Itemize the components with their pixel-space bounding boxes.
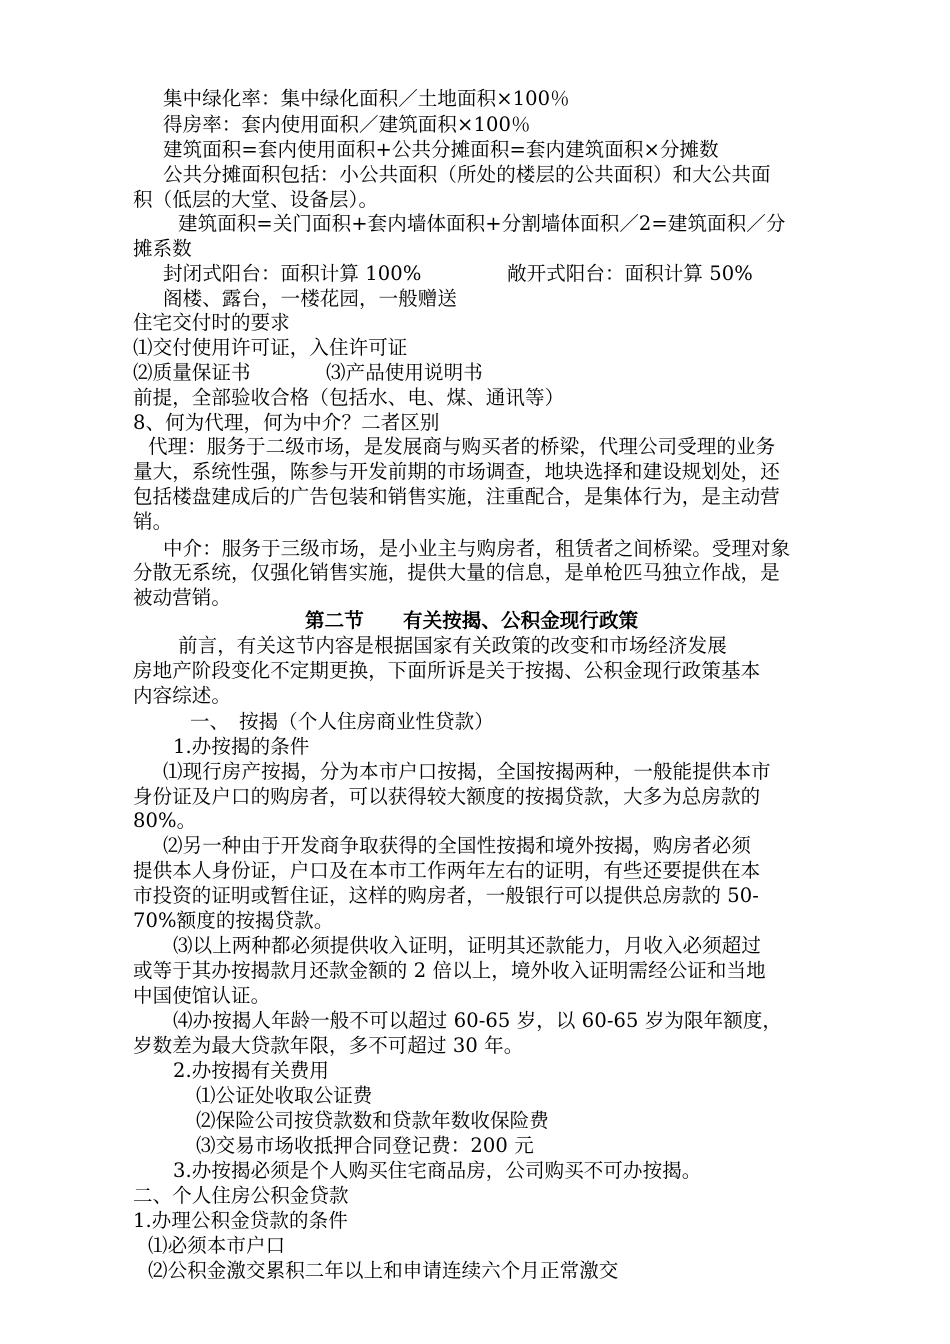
text-line: ⑶产品使用说明书 — [326, 361, 483, 384]
text-line: ⑷办按揭人年龄一般不可以超过 60-65 岁，以 60-65 岁为限年额度， — [173, 1009, 783, 1032]
text-line: 封闭式阳台：面积计算 100% — [163, 262, 422, 285]
text-line: ⑶交易市场收抵押合同登记费：200 元 — [196, 1134, 534, 1157]
text-line: ⑴必须本市户口 — [148, 1234, 286, 1257]
text-line: 或等于其办按揭款月还款金额的 2 倍以上，境外收入证明需经公证和当地 — [133, 959, 766, 982]
text-line: ⑵保险公司按贷款数和贷款年数收保险费 — [196, 1109, 549, 1132]
text-line: ⑴交付使用许可证，入住许可证 — [133, 336, 408, 359]
text-line: ⑶以上两种都必须提供收入证明，证明其还款能力，月收入必须超过 — [173, 934, 762, 957]
text-line: 市投资的证明或暂住证，这样的购房者，一般银行可以提供总房款的 50- — [133, 884, 760, 907]
text-line: 建筑面积=关门面积+套内墙体面积+分割墙体面积／2=建筑面积／分 — [178, 212, 786, 235]
text-line: 代理：服务于二级市场，是发展商与购买者的桥梁，代理公司受理的业务 — [148, 435, 776, 458]
text-line: 身份证及户口的购房者，可以获得较大额度的按揭贷款，大多为总房款的 — [133, 785, 761, 808]
text-line: 1.办理公积金贷款的条件 — [133, 1209, 348, 1232]
text-line: 8、何为代理，何为中介？二者区别 — [133, 411, 440, 434]
text-line: 3.办按揭必须是个人购买住宅商品房，公司购买不可办按揭。 — [173, 1159, 702, 1182]
text-line: 包括楼盘建成后的广告包装和销售实施，注重配合，是集体行为，是主动营 — [133, 485, 780, 508]
text-line: ⑵公积金激交累积二年以上和申请连续六个月正常激交 — [148, 1259, 619, 1282]
section-heading: 第二节 有关按揭、公积金现行政策 — [305, 609, 639, 632]
text-line: 住宅交付时的要求 — [133, 311, 290, 334]
text-line: 提供本人身份证，户口及在本市工作两年左右的证明，有些还要提供在本 — [133, 859, 761, 882]
text-line: 1.办按揭的条件 — [173, 735, 310, 758]
text-line: 二、个人住房公积金贷款 — [133, 1184, 349, 1207]
text-line: 公共分摊面积包括：小公共面积（所处的楼层的公共面积）和大公共面 — [163, 163, 771, 186]
text-line: ⑵另一种由于开发商争取获得的全国性按揭和境外按揭，购房者必须 — [163, 834, 752, 857]
text-line: ⑴现行房产按揭，分为本市户口按揭，全国按揭两种，一般能提供本市 — [163, 760, 771, 783]
text-line: 积（低层的大堂、设备层）。 — [133, 188, 379, 211]
text-line: 一、 按揭（个人住房商业性贷款） — [190, 710, 494, 733]
text-line: 中国使馆认证。 — [133, 984, 271, 1007]
text-line: ⑴公证处收取公证费 — [196, 1084, 373, 1107]
text-line: 岁数差为最大贷款年限，多不可超过 30 年。 — [133, 1034, 524, 1057]
text-line: 70%额度的按揭贷款。 — [133, 909, 334, 932]
text-line: 2.办按揭有关费用 — [173, 1059, 330, 1082]
text-line: 得房率：套内使用面积／建筑面积×100％ — [163, 113, 531, 136]
text-line: 摊系数 — [133, 237, 192, 260]
text-line: 房地产阶段变化不定期更换，下面所诉是关于按揭、公积金现行政策基本 — [133, 659, 761, 682]
text-line: 销。 — [133, 510, 173, 533]
text-line: 量大，系统性强，陈参与开发前期的市场调查，地块选择和建设规划处，还 — [133, 460, 780, 483]
text-line: 阁楼、露台，一楼花园，一般赠送 — [163, 287, 458, 310]
text-line: 前言，有关这节内容是根据国家有关政策的改变和市场经济发展 — [178, 634, 727, 657]
text-line: 内容综述。 — [133, 684, 232, 707]
text-line: ⑵质量保证书 — [133, 361, 251, 384]
text-line: 前提，全部验收合格（包括水、电、煤、通讯等） — [133, 386, 565, 409]
text-line: 集中绿化率：集中绿化面积／土地面积×100％ — [163, 87, 570, 110]
text-line: 80%。 — [133, 809, 197, 832]
text-line: 中介：服务于三级市场，是小业主与购房者，租赁者之间桥梁。受理对象 — [163, 537, 791, 560]
text-line: 分散无系统，仅强化销售实施，提供大量的信息，是单枪匹马独立作战，是 — [133, 561, 780, 584]
text-line: 敞开式阳台：面积计算 50% — [507, 262, 753, 285]
text-line: 被动营销。 — [133, 586, 232, 609]
text-line: 建筑面积=套内使用面积+公共分摊面积=套内建筑面积×分摊数 — [163, 138, 719, 161]
